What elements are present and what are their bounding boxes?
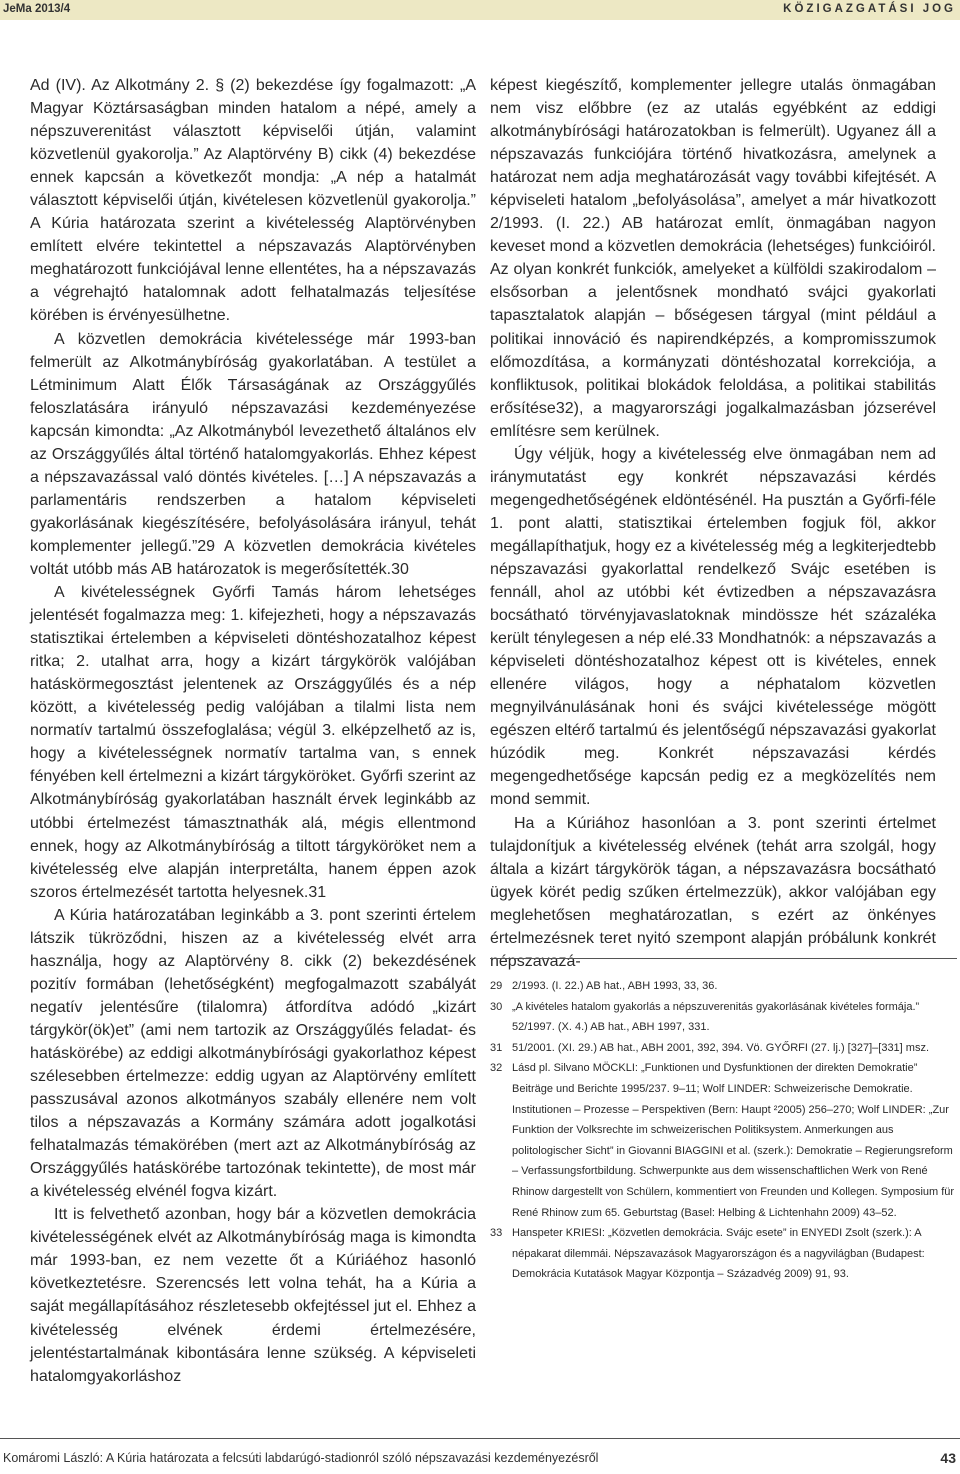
footnote-text: Hanspeter KRIESI: „Közvetlen demokrácia. Svájc esete” in ENYEDI Zsolt (szerk.): A népakarat dilemmái. Népszavazások Magyarországon és a nagyvilágban (Budapest: Demokrácia Kutatások Magyar Központja – Századvég 2009) 91, 93. [512,1227,925,1281]
page-header [0,0,960,20]
paragraph: A Kúria határozatában leginkább a 3. pont szerinti értelem látszik tükröződni, hiszen az a kivételesség elvét arra használja, hogy az Alaptörvény 8. cikk (2) bekezdésének pozitív formában (lehetőségként) megfogalmazott szabályát negatív jelentésűre (tilalomra) átfordítva adódó „kizárt tárgykör(ök)et” (ami nem tartozik az Országgyűlés feladat- és hatáskörébe) az eddigi alkotmánybírósági gyakorlathoz képest szélesebben értelmezze: eddig ugyan az Alaptörvény említett passzusával azonos alkotmányos szabály ellenére nem volt tilos a népszavazás a Kormány számára adott jogalkotási felhatalmazás témakörében (mert azt az Alkotmánybíróság az Országgyűlés hatáskörébe tartozónak tekintette), de most már a kivételesség elvénél fogva kizárt. [30,906,476,1201]
paragraph: Ad (IV). Az Alkotmány 2. § (2) bekezdése így fogalmazott: „A Magyar Köztársaságban minden hatalom a népé, amely a népszuverenitást választott képviselői útján, valamint közvetlenül gyakorolja.” Az Alaptörvény B) cikk (4) bekezdése ennek kapcsán a következőt mondja: „A nép a hatalmát választott képviselői útján, kivételesen közvetlenül gyakorolja.” A Kúria határozata szerint a kivételesség Alaptörvényben említett elvére tekintettel a népszavazás Alaptörvényben meghatározott funkciójával lenne ellentétes, ha a népszavazás a végrehajtó hatalomnak adott felhatalmazás teljesítése körében is érvényesülhetne. [30,77,476,325]
paragraph: A közvetlen demokrácia kivételessége már 1993-ban felmerült az Alkotmánybíróság gyakorlatában. A testület a Létminimum Alatt Élők Társaságának az Országgyűlés feloszlatására irányuló népszavazási kezdeményezése kapcsán kimondta: „Az Alkotmányból levezethető általános elv az Országgyűlés által történő hatalomgyakorlás. Ehhez képest a népszavazással való döntés kivételes. […] A népszavazás a parlamentáris rendszerben a hatalom képviseleti gyakorlásának kiegészítésére, befolyásolására irányul, tehát komplementer jellegű.”29 A közvetlen demokrácia kivételes voltát utóbb más AB határozatok is megerősítették.30 [30,330,476,578]
paragraph: Itt is felvethető azonban, hogy bár a közvetlen demokrácia kivételességének elvét az Alkotmánybíróság maga is kimondta már 1993-ban, ez nem vezette őt a Kúriáéhoz hasonló következtetésre. Szerencsés lett volna tehát, ha a Kúria a saját megállapításához részletesebb okfejtéssel jut el. Ehhez a kivételesség elvének érdemi értelmezésére, jelentéstartalmának kibontására lenne szükség. A képviseleti hatalomgyakorláshoz [30,1206,476,1385]
paragraph: Ha a Kúriához hasonlóan a 3. pont szerinti értelmet tulajdonítjuk a kivételesség elvének (tehát arra szolgál, hogy általa a kizárt tárgykörök tágan, a népszavazásra bocsátható ügyek körét pedig szűken értelmezzük), akkor valójában egy meglehetősen meghatározatlan, s ezért az önkényes értelmezésnek teret nyitó szempont alapján próbálunk konkrét népszavazá- [490,814,936,970]
footnote-number: 31 [490,1041,503,1054]
paragraph: képest kiegészítő, komplementer jellegre utalás önmagában nem visz előbbre (ez az utalás egyébként az eddigi alkotmánybírósági határozatokban is felmerült). Ugyanez áll a népszavazás funkciójára történő hivatkozásra, amelynek a határozat nem adja meghatározását vagy további kifejtését. A képviseleti hatalom „befolyásolása”, amelyet a már hivatkozott 2/1993. (I. 22.) AB határozat említ, önmagában nagyon keveset mond a közvetlen demokrácia (lehetséges) funkcióiról. Az olyan konkrét funkciók, amelyeket a külföldi szakirodalom – elsősorban a jelentősnek mondható svájci gyakorlati tapasztalatok alapján – bőségesen tárgyal (mint például a politikai innováció és napirendképzés, a kompromisszumok előmozdítása, a kormányzati döntéshozatal korrekciója, a konfliktusok, politikai blokádok feloldása, a politikai stabilitás erősítése32), a magyarországi jogalkalmazásban józserével említésre sem kerülnek. [490,77,936,440]
footnote-number: 32 [490,1062,503,1075]
footnote [490,1038,957,1059]
footnote [490,997,957,1038]
paragraph: Úgy véljük, hogy a kivételesség elve önmagában nem ad iránymutatást egy konkrét népszavazási kérdés megengedhetőségének eldöntésénél. Ha pusztán a Győrfi-féle 1. pont alatti, statisztikai értelemben fogjuk föl, akkor megállapíthatjuk, hogy ez a kivételesség még a legkiterjedtebb népszavazási gyakorlattal rendelkező Svájc esetében is fennáll, ahol az utóbbi két évtizedben a népszavazásra bocsátható törvényjavaslatoknak mindössze hét százaléka került ténylegesen a nép elé.33 Mondhatnók: a népszavazás a képviseleti döntéshozatalhoz képest ott is kivételes, ennek ellenére világos, hogy a néphatalom közvetlen megnyilvánulásának honi és svájci kivételessége mögött egészen eltérő tartalmú és jelentőségű népszavazási gyakorlat húzódik meg. Konkrét népszavazási kérdés megengedhetősége kapcsán pedig ez a megközelítés nem mond semmit. [490,445,936,809]
footnote [490,1058,957,1223]
footnote [490,976,957,997]
footnote-text: 2/1993. (I. 22.) AB hat., ABH 1993, 33, 36. [512,980,718,992]
article-citation: Komáromi László: A Kúria határozata a felcsúti labdarúgó-stadionról szóló népszavazási kezdeményezésről [3,1451,599,1465]
journal-issue: JeMa 2013/4 [3,3,71,15]
footnote-number: 29 [490,980,503,992]
footnotes [490,976,957,1285]
footnote [490,1223,957,1285]
left-column [30,74,476,1388]
paragraph: A kivételességnek Győrfi Tamás három lehetséges jelentését fogalmazza meg: 1. kifejezheti, hogy a népszavazás statisztikai értelemben a képviseleti döntéshozatalhoz képest ritka; 2. utalhat arra, hogy a kizárt tárgykörök valójában hatáskörmegosztást jelentenek az Országgyűlés és a nép között, a kivételesség pedig valójában a tilalmi lista nem normatív tartalmú összefoglalása; végül 3. elképzelhető az is, hogy a kivételességnek normatív tartalma van, s ennek fényében kell értelmezni a kizárt tárgyköröket. Győrfi szerint az Alkotmánybíróság gyakorlatában használt érvek leginkább az utóbbi értelmezést támasztnathák alá, mégis ellentmond ennek, hogy az Alkotmánybíróság a tiltott tárgyköröket nem a kivételesség elve alapján interpretálta, hanem éppen azok szoros értelmezését tartotta helyesnek.31 [30,584,476,901]
page-number: 43 [940,1450,956,1466]
footnote-number: 33 [490,1227,503,1240]
right-column [490,74,936,973]
footer-divider [0,1438,960,1439]
section-title: KÖZIGAZGATÁSI JOG [783,3,956,15]
footnote-text: „A kivételes hatalom gyakorlás a népszuverenitás gyakorlásának kivételes formája.” 52/1997. (X. 4.) AB hat., ABH 1997, 331. [512,1000,920,1034]
footnote-text: Lásd pl. Silvano MÖCKLI: „Funktionen und Dysfunktionen der direkten Demokratie” Beiträge und Berichte 1995/237. 9–11; Wolf LINDER: Schweizerische Demokratie. Institutionen – Prozesse – Perspektiven (Bern: Haupt ²2005) 256–270; Wolf LINDER: „Zur Funktion der Volksrechte im schweizerischen Politiksystem. Anmerkungen aus politologischer Sicht” in Giovanni BIAGGINI et al. (szerk.): Demokratie – Regierungsreform – Verfassungsfortbildung. Schwerpunkte aus dem wissenschaftlichen Werk von René Rhinow dargestellt von Schülern, kommentiert von Freunden und Kollegen. Symposium für René Rhinow zum 65. Geburtstag (Basel: Helbing & Lichtenhahn 2009) 43–52. [512,1062,955,1219]
footnote-text: 51/2001. (XI. 29.) AB hat., ABH 2001, 392, 394. Vö. GYŐRFI (27. lj.) [327]–[331] msz. [512,1041,930,1054]
footnote-number: 30 [490,1000,503,1013]
footnote-divider [490,958,957,959]
